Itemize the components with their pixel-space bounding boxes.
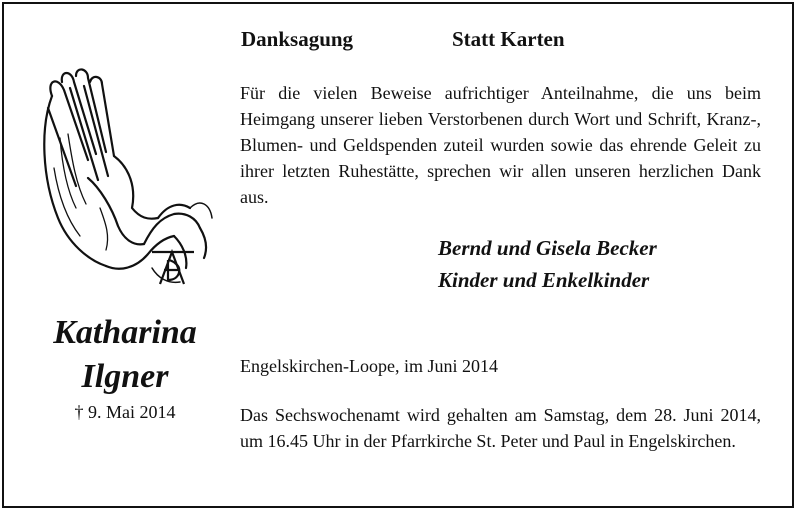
signature-line-1: Bernd und Gisela Becker: [438, 236, 657, 260]
deceased-first-name: Katharina: [53, 314, 197, 351]
heading-statt-karten: Statt Karten: [452, 27, 565, 51]
deceased-last-name: Ilgner: [81, 358, 169, 395]
place-and-date: Engelskirchen-Loope, im Juni 2014: [240, 356, 498, 376]
praying-hands-icon: [40, 68, 215, 293]
mass-notice: Das Sechswochenamt wird gehalten am Samstag, dem 28. Juni 2014, um 16.45 Uhr in der Pfarrkirche St. Peter und Paul in Engelskirchen.: [240, 405, 761, 451]
signature-line-2: Kinder und Enkelkinder: [438, 268, 650, 292]
heading-danksagung: Danksagung: [241, 27, 354, 51]
monogram-text: AD: [40, 68, 42, 69]
thanks-paragraph: Für die vielen Beweise aufrichtiger Anteilnahme, die uns beim Heimgang unserer lieben Verstorbenen durch Wort und Schrift, Kranz-, Blumen- und Geldspenden zuteil wurden sowie das ehrende Geleit zu ihrer letzten Ruhestätte, sprechen wir allen unseren herzlichen Dank aus.: [240, 83, 761, 207]
death-date: † 9. Mai 2014: [74, 402, 176, 422]
left-column: [0, 0, 230, 514]
